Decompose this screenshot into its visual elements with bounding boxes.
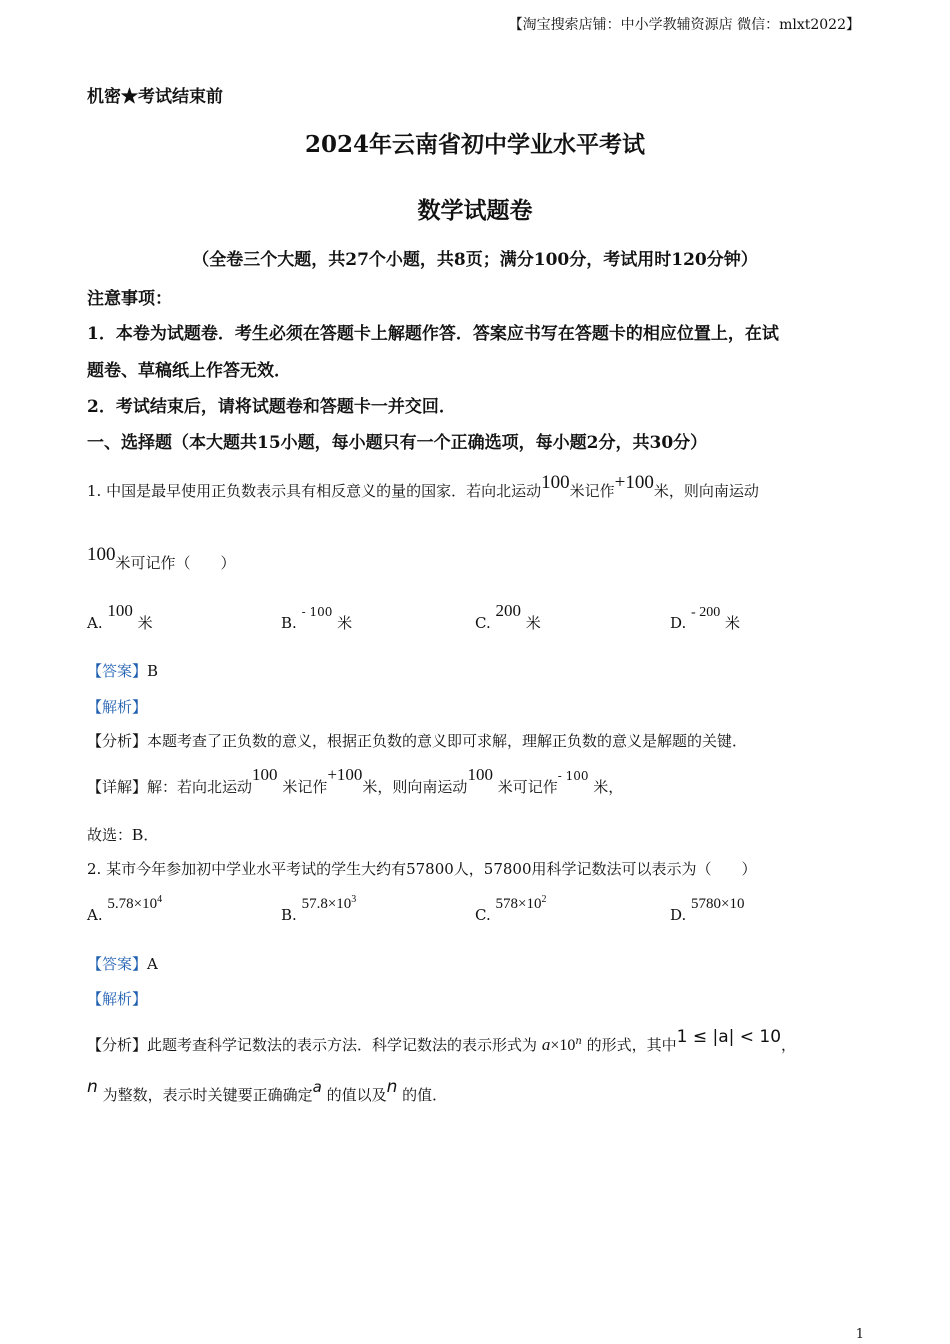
math-var: a: [541, 1035, 551, 1054]
q1-value: 100: [87, 544, 116, 565]
math-var: n: [386, 1077, 398, 1097]
answer-value: B: [147, 662, 159, 680]
q1-text: 1. 中国是最早使用正负数表示具有相反意义的量的国家．若向北运动: [87, 482, 542, 500]
fenxi-text: 的值．: [402, 1086, 448, 1104]
option-label: D.: [670, 614, 687, 632]
q1-option-c[interactable]: [475, 601, 541, 633]
option-unit: 米: [137, 614, 153, 632]
option-label: C.: [475, 906, 491, 924]
q1-option-b[interactable]: [281, 605, 353, 633]
math-exp: n: [575, 1036, 582, 1047]
option-unit: 米: [337, 614, 353, 632]
q1-detail: [87, 765, 624, 797]
q1-option-a[interactable]: [87, 601, 153, 633]
option-exp: 4: [157, 894, 163, 905]
choose-text: 故选：: [87, 826, 133, 844]
option-label: B.: [281, 906, 297, 924]
section-1-heading: 一、选择题（本大题共15小题，每小题只有一个正确选项，每小题2分，共30分）: [87, 433, 708, 453]
option-unit: 米: [525, 614, 541, 632]
option-label: C.: [475, 614, 491, 632]
option-value: [691, 896, 744, 912]
top-banner: 【淘宝搜索店铺：中小学教辅资源店 微信：mlxt2022】: [508, 17, 860, 33]
option-label: A.: [87, 614, 103, 632]
option-base: 5780×10: [691, 896, 745, 912]
notice-heading: 注意事项：: [87, 289, 172, 309]
exam-info: （全卷三个大题，共27个小题，共8页；满分100分，考试用时120分钟）: [192, 250, 758, 270]
option-value: [302, 896, 357, 912]
q1-text: 米，则向南运动: [653, 482, 759, 500]
q2-answer: [87, 953, 158, 974]
answer-tag: 【答案】: [87, 662, 148, 680]
option-exp: 3: [351, 894, 357, 905]
option-value: - 100: [301, 605, 333, 619]
q2-option-d[interactable]: [670, 896, 745, 925]
q1-stem-line2: [87, 544, 236, 574]
detail-text: 米，: [593, 778, 624, 796]
fenxi-text: 本题考查了正负数的意义，根据正负数的意义即可求解，理解正负数的意义是解题的关键．: [147, 732, 748, 750]
q1-text: 米可记作（ ）: [115, 554, 236, 572]
option-label: A.: [87, 906, 103, 924]
fenxi-text: 的值以及: [326, 1086, 387, 1104]
option-exp: 2: [541, 894, 547, 905]
notice-2: 2．考试结束后，请将试题卷和答题卡一并交回．: [87, 397, 456, 417]
confidential-label: 机密★考试结束前: [87, 87, 223, 107]
answer-value: A: [147, 955, 158, 973]
option-value: [107, 896, 162, 912]
q1-answer: [87, 660, 158, 681]
notice-1a: 1．本卷为试题卷．考生必须在答题卡上解题作答．答案应书写在答题卡的相应位置上，在试: [87, 324, 779, 344]
fenxi-text: 的形式，其中: [586, 1036, 677, 1054]
detail-tag: 【详解】: [87, 778, 148, 796]
option-value: 200: [495, 601, 521, 620]
fenxi-text: ，: [781, 1036, 797, 1054]
choose-value: B: [132, 825, 144, 844]
option-value: [496, 896, 547, 912]
q1-value: 100: [541, 472, 570, 493]
q2-fenxi-line1: [87, 1027, 797, 1055]
math-inequality: 1 ≤ |a| < 10: [676, 1027, 782, 1047]
option-label: D.: [670, 906, 687, 924]
q1-option-d[interactable]: [670, 605, 741, 633]
q1-value: +100: [614, 472, 654, 493]
q1-choose: [87, 824, 158, 845]
detail-value: 100: [252, 765, 278, 784]
q1-fenxi: [87, 730, 747, 751]
fenxi-text: 此题考查科学记数法的表示方法．科学记数法的表示形式为: [147, 1036, 538, 1054]
q2-fenxi-line2: [87, 1077, 448, 1105]
q2-stem: 2. 某市今年参加初中学业水平考试的学生大约有57800人，57800用科学记数法可以表示为（ ）: [87, 860, 757, 878]
fenxi-tag: 【分析】: [87, 1036, 148, 1054]
notice-1b: 题卷、草稿纸上作答无效．: [87, 361, 291, 381]
option-unit: 米: [725, 614, 741, 632]
detail-value: 100: [467, 765, 493, 784]
math-var: n: [87, 1077, 98, 1097]
option-label: B.: [281, 614, 297, 632]
math-var: a: [312, 1078, 322, 1096]
option-base: 578×10: [495, 896, 542, 912]
detail-text: 解：若向北运动: [147, 778, 253, 796]
fenxi-text: 为整数，表示时关键要正确确定: [102, 1086, 313, 1104]
fenxi-tag: 【分析】: [87, 732, 148, 750]
option-value: 100: [107, 601, 133, 620]
page-number: 1: [855, 1327, 864, 1342]
answer-tag: 【答案】: [87, 955, 148, 973]
detail-text: 米，则向南运动: [362, 778, 468, 796]
exam-subtitle: 数学试题卷: [417, 197, 533, 224]
detail-value: +100: [327, 765, 363, 784]
q2-analysis-tag: 【解析】: [87, 990, 148, 1008]
choose-end: ．: [143, 826, 159, 844]
q1-analysis-tag: 【解析】: [87, 698, 148, 716]
detail-text: 米记作: [282, 778, 328, 796]
q1-stem-line1: [87, 472, 759, 502]
detail-value: - 100: [557, 769, 589, 783]
exam-title: 2024年云南省初中学业水平考试: [304, 131, 645, 158]
option-base: 5.78×10: [107, 896, 158, 912]
option-base: 57.8×10: [301, 896, 352, 912]
option-value: - 200: [691, 605, 721, 620]
detail-text: 米可记作: [497, 778, 558, 796]
q1-text: 米记作: [569, 482, 615, 500]
math-expr: ×10: [550, 1037, 576, 1054]
